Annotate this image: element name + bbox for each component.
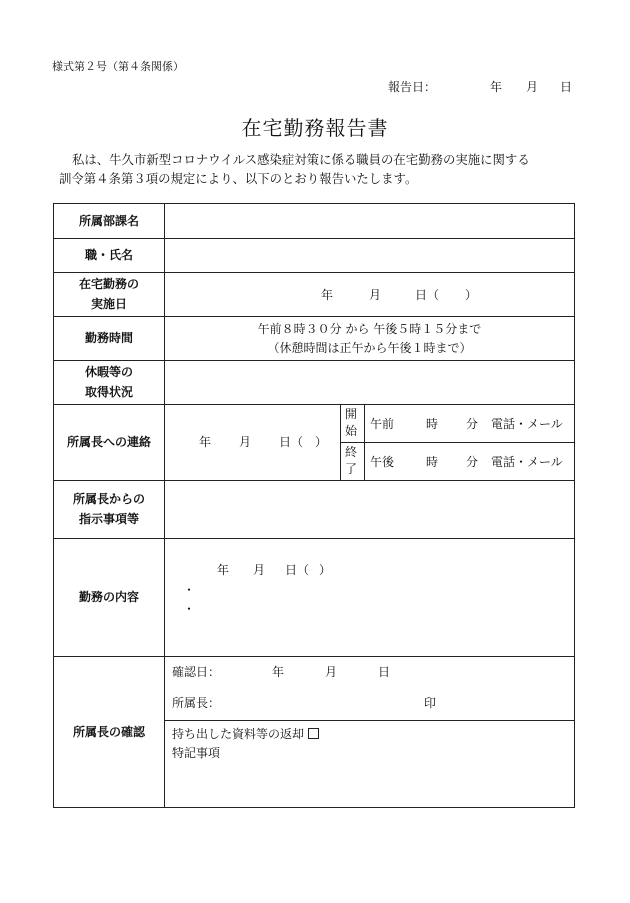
manager-confirmation-label: 所属長の確認 <box>72 725 145 739</box>
return-materials-label: 持ち出した資料等の返却 <box>172 727 305 741</box>
work-content-close: ） <box>319 563 332 577</box>
work-hours-value <box>165 317 574 359</box>
contact-end-mark <box>341 443 364 480</box>
intro-line-2: 訓令第４条第３項の規定により、以下のとおり報告いたします。 <box>59 171 418 186</box>
contact-end-ampm: 午後 <box>370 455 395 469</box>
work-date-label-line-1: 在宅勤務の <box>78 277 139 291</box>
report-date <box>388 78 588 94</box>
report-date-label: 報告日： <box>388 80 437 94</box>
form-number: 様式第２号（第４条関係） <box>52 60 184 73</box>
name-field[interactable] <box>165 239 574 271</box>
report-date-day: 日 <box>560 80 573 94</box>
contact-start-hour: 時 <box>426 417 439 431</box>
work-date-field[interactable] <box>165 273 574 315</box>
report-date-month: 月 <box>526 80 539 94</box>
return-materials <box>172 725 319 743</box>
work-date-day: 日（ <box>415 288 440 302</box>
work-content-year: 年 <box>217 563 230 577</box>
confirm-date-day: 日 <box>378 665 391 679</box>
instructions-label-line-2: 指示事項等 <box>78 512 139 526</box>
work-hours-line-1: 午前８時３０分 から 午後５時１５分まで <box>257 322 482 336</box>
contact-date-year: 年 <box>199 435 212 449</box>
contact-start-mark-bottom: 始 <box>345 424 358 438</box>
name-label: 職・氏名 <box>84 248 133 262</box>
contact-date-field[interactable] <box>165 405 339 479</box>
leave-status-label <box>54 360 164 404</box>
intro-line-1: 私は、牛久市新型コロナウイルス感染症対策に係る職員の在宅勤務の実施に関する <box>72 152 530 167</box>
contact-end-method: 電話・メール <box>491 455 563 469</box>
manager-confirmation-field[interactable] <box>165 657 574 719</box>
contact-end-hour: 時 <box>426 455 439 469</box>
work-date-year: 年 <box>321 288 334 302</box>
confirm-date-year: 年 <box>272 665 285 679</box>
seal-mark: 印 <box>424 696 437 710</box>
department-label: 所属部課名 <box>78 214 139 228</box>
document-title: 在宅勤務報告書 <box>241 116 389 140</box>
report-date-year: 年 <box>490 80 503 94</box>
contact-start-mark <box>341 405 364 442</box>
contact-manager-label: 所属長への連絡 <box>66 435 151 449</box>
return-notes-field[interactable] <box>165 721 574 807</box>
work-date-month: 月 <box>369 288 382 302</box>
work-hours-label: 勤務時間 <box>84 331 133 345</box>
contact-start-minute: 分 <box>466 417 479 431</box>
confirm-date-month: 月 <box>325 665 338 679</box>
work-content-bullet-2: ・ <box>183 602 196 616</box>
instructions-field[interactable] <box>165 481 574 537</box>
department-field[interactable] <box>165 205 574 237</box>
work-content-label: 勤務の内容 <box>78 590 139 604</box>
work-content-day: 日（ <box>285 563 310 577</box>
work-date-close: ） <box>465 288 478 302</box>
contact-start-ampm: 午前 <box>370 417 395 431</box>
leave-status-label-line-2: 取得状況 <box>84 385 133 399</box>
work-date-label <box>54 272 164 316</box>
contact-date-close: ） <box>315 435 328 449</box>
intro-text <box>60 150 580 188</box>
instructions-label-line-1: 所属長からの <box>72 492 145 506</box>
special-notes-label: 特記事項 <box>172 746 221 760</box>
contact-date-day: 日（ <box>279 435 304 449</box>
work-hours-line-2: （休憩時間は正午から午後１時まで） <box>267 341 472 355</box>
return-checkbox[interactable] <box>308 728 319 739</box>
report-form <box>53 203 575 808</box>
contact-end-mark-top: 終 <box>345 445 358 459</box>
contact-date-month: 月 <box>239 435 252 449</box>
confirm-date-label: 確認日： <box>172 665 221 679</box>
instructions-label <box>54 480 164 538</box>
leave-status-label-line-1: 休暇等の <box>84 365 133 379</box>
contact-end-mark-bottom: 了 <box>345 462 358 476</box>
leave-status-field[interactable] <box>165 361 574 403</box>
contact-end-field[interactable] <box>365 443 574 480</box>
contact-start-field[interactable] <box>365 405 574 442</box>
work-content-bullet-1: ・ <box>183 583 196 597</box>
contact-start-mark-top: 開 <box>345 407 358 421</box>
work-content-month: 月 <box>253 563 266 577</box>
work-content-field[interactable] <box>165 539 574 655</box>
contact-start-method: 電話・メール <box>491 417 563 431</box>
work-date-label-line-2: 実施日 <box>90 297 127 311</box>
contact-end-minute: 分 <box>466 455 479 469</box>
manager-label: 所属長： <box>172 696 221 710</box>
